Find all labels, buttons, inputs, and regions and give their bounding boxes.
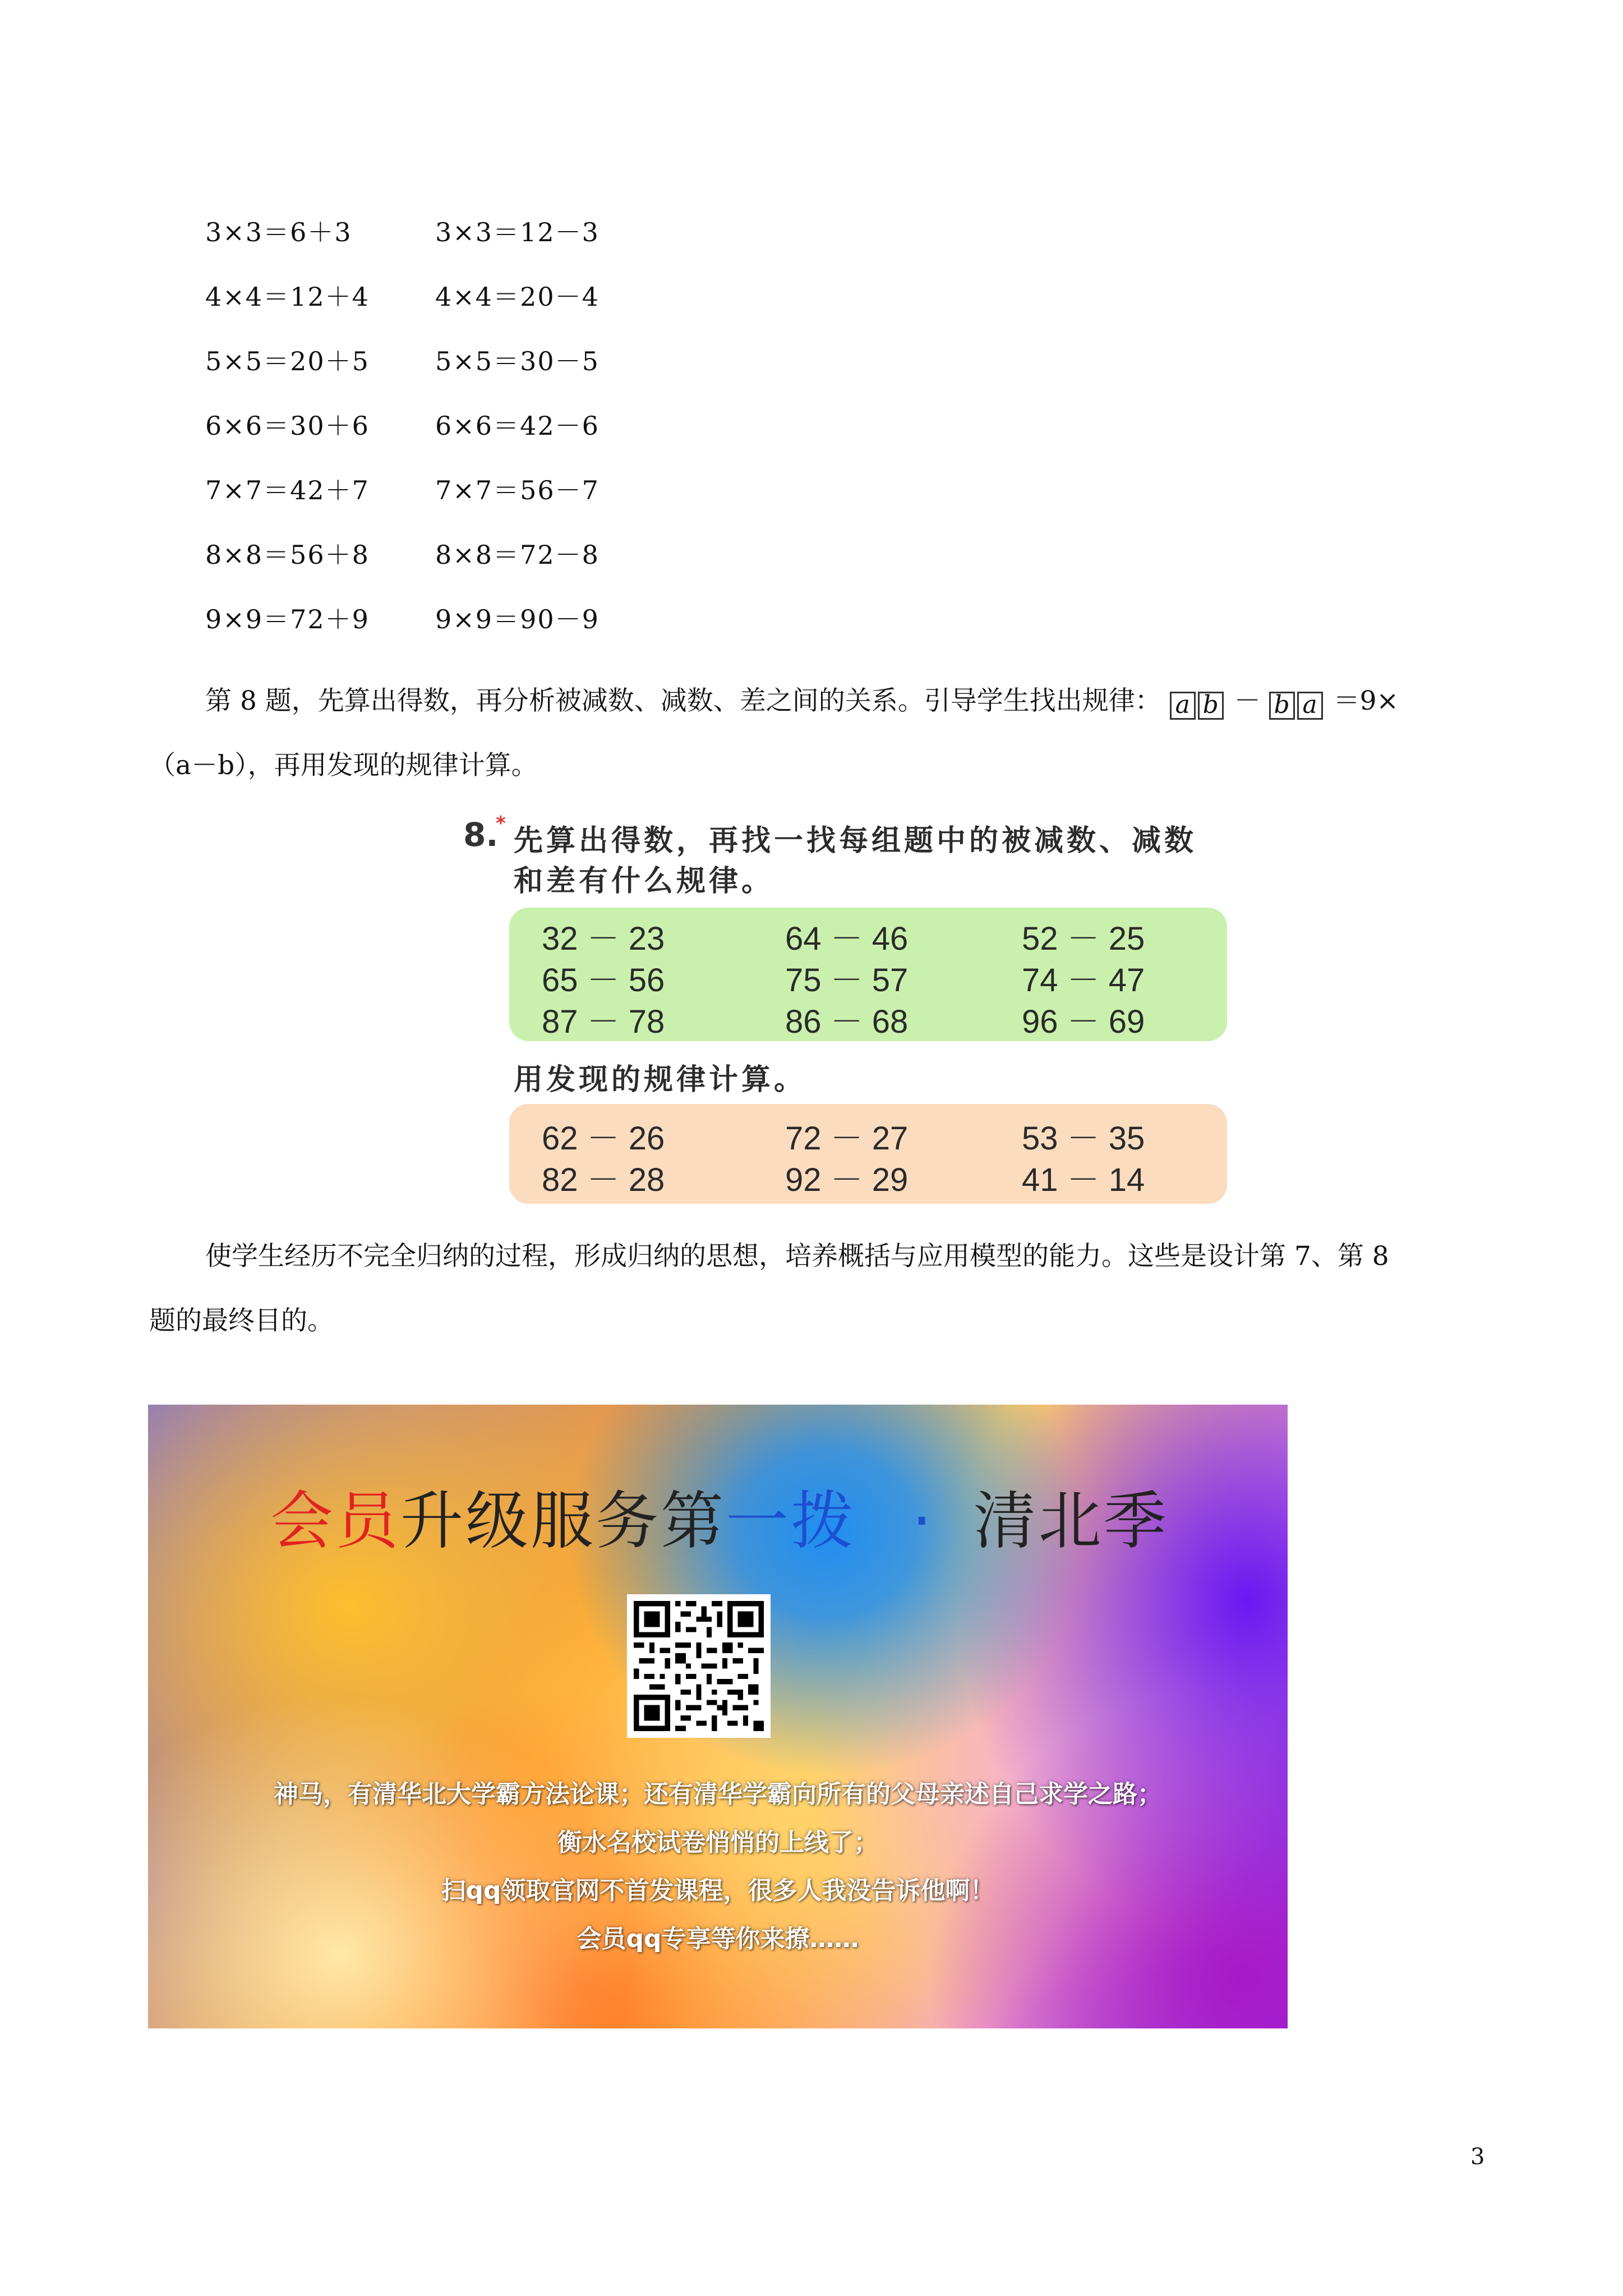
subtraction-problem: 86 － 68: [785, 1004, 909, 1040]
paragraph-purpose-line2: 题的最终目的。: [149, 1305, 334, 1336]
paragraph-text: ＝9×: [1333, 685, 1399, 716]
banner-title-part: 一拨: [726, 1485, 856, 1558]
banner-title-part: 升级服务第: [400, 1485, 726, 1558]
equation-left: 5×5＝20＋5: [205, 346, 370, 376]
subtraction-problem: 92 － 29: [785, 1162, 909, 1198]
exercise-star-mark: *: [496, 812, 506, 835]
equation-right: 3×3＝12－3: [435, 217, 600, 247]
exercise-prompt-line1: 先算出得数，再找一找每组题中的被减数、减数: [514, 824, 1197, 858]
banner-text-line: 衡水名校试卷悄悄的上线了；: [557, 1828, 878, 1857]
minus-sign: －: [1234, 685, 1261, 716]
paragraph-text: 第 8 题，先算出得数，再分析被减数、减数、差之间的关系。引导学生找出规律：: [205, 685, 1161, 716]
equation-left: 7×7＝42＋7: [205, 475, 370, 505]
banner-text-line: 神马，有清华北大学霸方法论课；还有清华学霸向所有的父母亲述自己求学之路；: [274, 1780, 1162, 1809]
banner-text-line: 扫qq领取官网不首发课程，很多人我没告诉他啊！: [441, 1876, 995, 1905]
equation-left: 9×9＝72＋9: [205, 604, 370, 634]
equation-left: 8×8＝56＋8: [205, 540, 370, 570]
subtraction-problem: 62 － 26: [542, 1120, 665, 1157]
subtraction-problem: 82 － 28: [542, 1162, 665, 1198]
textbook-exercise-figure: [453, 808, 1233, 1212]
equation-left: 3×3＝6＋3: [205, 217, 352, 247]
banner-title-part: 会员: [270, 1485, 400, 1558]
exercise-prompt2: 用发现的规律计算。: [514, 1063, 807, 1097]
paragraph-rule-line2: （a－b），再用发现的规律计算。: [149, 750, 538, 781]
subtraction-problem: 74 － 47: [1022, 962, 1145, 999]
digit-box-a: a: [1170, 692, 1196, 720]
digit-box-b: b: [1198, 692, 1224, 720]
digit-box-a: a: [1297, 692, 1323, 720]
paragraph-rule-line1: [205, 669, 1399, 733]
equation-right: 8×8＝72－8: [435, 540, 600, 570]
subtraction-problem: 64 － 46: [785, 921, 909, 957]
subtraction-problem: 41 － 14: [1022, 1162, 1145, 1198]
banner-title-part: 清北季: [973, 1485, 1169, 1558]
subtraction-problem: 52 － 25: [1022, 921, 1145, 957]
subtraction-problem: 87 － 78: [542, 1004, 665, 1040]
banner-title: [270, 1471, 1169, 1561]
equation-left: 4×4＝12＋4: [205, 282, 370, 312]
banner-title-dot: ·: [912, 1485, 934, 1558]
equation-right: 7×7＝56－7: [435, 475, 600, 505]
equation-right: 9×9＝90－9: [435, 604, 600, 634]
banner-text-line: 会员qq专享等你来撩……: [577, 1925, 859, 1953]
promo-banner[interactable]: [148, 1405, 1288, 2028]
equation-right: 4×4＝20－4: [435, 282, 600, 312]
subtraction-problem: 75 － 57: [785, 962, 909, 999]
subtraction-problem: 53 － 35: [1022, 1120, 1145, 1157]
qr-code-icon[interactable]: [627, 1594, 771, 1738]
subtraction-problem: 72 － 27: [785, 1120, 909, 1157]
subtraction-problem: 96 － 69: [1022, 1004, 1145, 1040]
equation-right: 5×5＝30－5: [435, 346, 600, 376]
equation-left: 6×6＝30＋6: [205, 411, 370, 441]
paragraph-purpose-line1: 使学生经历不完全归纳的过程，形成归纳的思想，培养概括与应用模型的能力。这些是设计第 7、第 8: [205, 1241, 1389, 1272]
exercise-number: 8.: [463, 816, 499, 854]
equation-right: 6×6＝42－6: [435, 411, 600, 441]
subtraction-problem: 32 － 23: [542, 921, 665, 957]
page-number: 3: [1470, 2144, 1485, 2170]
subtraction-problem: 65 － 56: [542, 962, 665, 999]
exercise-prompt-line2: 和差有什么规律。: [514, 864, 774, 898]
digit-box-b: b: [1269, 692, 1295, 720]
